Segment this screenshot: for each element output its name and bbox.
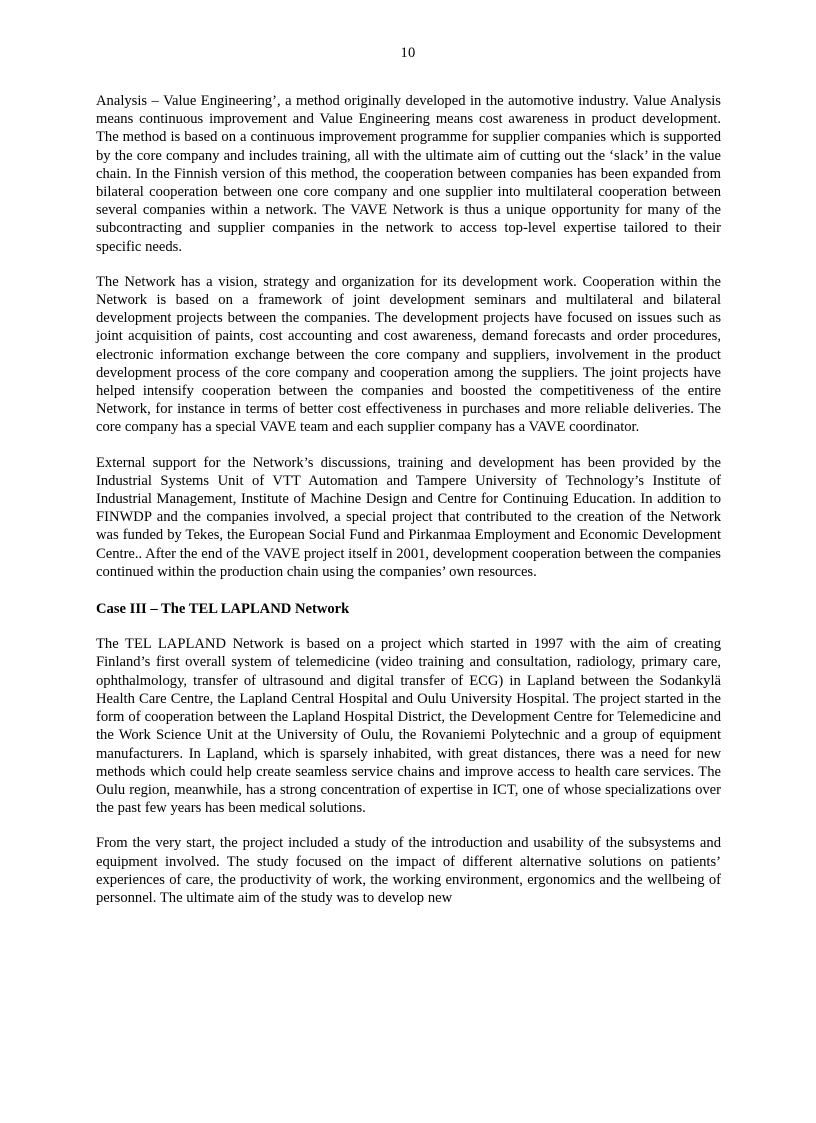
page-number: 10: [400, 45, 416, 61]
paragraph-vave-method: Analysis – Value Engineering’, a method originally developed in the automotive industry. Value Analysis means continuous improvement and Value Engineering means cost awareness in product development. The method is based on a continuous improvement programme for supplier companies which is supported by the core company and includes training, all with the ultimate aim of cutting out the ‘slack’ in the value chain. In the Finnish version of this method, the cooperation between companies has been expanded from bilateral cooperation between one core company and one supplier into multilateral cooperation between several companies within a network. The VAVE Network is thus a unique opportunity for many of the subcontracting and supplier companies in the network to access top-level expertise tailored to their specific needs.: [96, 93, 721, 255]
page-body: [96, 92, 721, 907]
paragraph-study-scope: From the very start, the project included a study of the introduction and usability of the subsystems and equipment involved. The study focused on the impact of different alternative solutions on patients’ experiences of care, the productivity of work, the working environment, ergonomics and the wellbeing of personnel. The ultimate aim of the study was to develop new: [96, 835, 721, 906]
paragraph-network-vision: The Network has a vision, strategy and organization for its development work. Cooperation within the Network is based on a framework of joint development seminars and multilateral and bilateral development projects between the companies. The development projects have focused on issues such as joint acquisition of paints, cost accounting and cost awareness, demand forecasts and order procedures, electronic information exchange between the core company and suppliers, involvement in the product development process of the core company and cooperation among the suppliers. The joint projects have helped intensify cooperation between the companies and boosted the competitiveness of the entire Network, for instance in terms of better cost effectiveness in purchases and more reliable deliveries. The core company has a special VAVE team and each supplier company has a VAVE coordinator.: [96, 273, 721, 436]
paragraph-tel-lapland-intro: The TEL LAPLAND Network is based on a project which started in 1997 with the aim of creating Finland’s first overall system of telemedicine (video training and consultation, radiology, primary care, ophthalmology, transfer of ultrasound and digital transfer of ECG) in Lapland between the Sodankylä Health Care Centre, the Lapland Central Hospital and Oulu University Hospital. The project started in the form of cooperation between the Lapland Hospital District, the Development Centre for Telemedicine and the Work Science Unit at the University of Oulu, the Rovaniemi Polytechnic and a group of equipment manufacturers. In Lapland, which is sparsely inhabited, with great distances, there was a need for new methods which could help create seamless service chains and improve access to health care services. The Oulu region, meanwhile, has a strong concentration of expertise in ICT, one of whose specializations over the past few years has been medical solutions.: [96, 636, 721, 817]
paragraph-external-support: External support for the Network’s discussions, training and development has been provided by the Industrial Systems Unit of VTT Automation and Tampere University of Technology’s Institute of Industrial Management, Institute of Machine Design and Centre for Continuing Education. In addition to FINWDP and the companies involved, a special project that contributed to the creation of the Network was funded by Tekes, the European Social Fund and Pirkanmaa Employment and Economic Development Centre.. After the end of the VAVE project itself in 2001, development cooperation between the companies continued within the production chain using the companies’ own resources.: [96, 454, 721, 580]
heading-case-iii: Case III – The TEL LAPLAND Network: [96, 601, 350, 618]
